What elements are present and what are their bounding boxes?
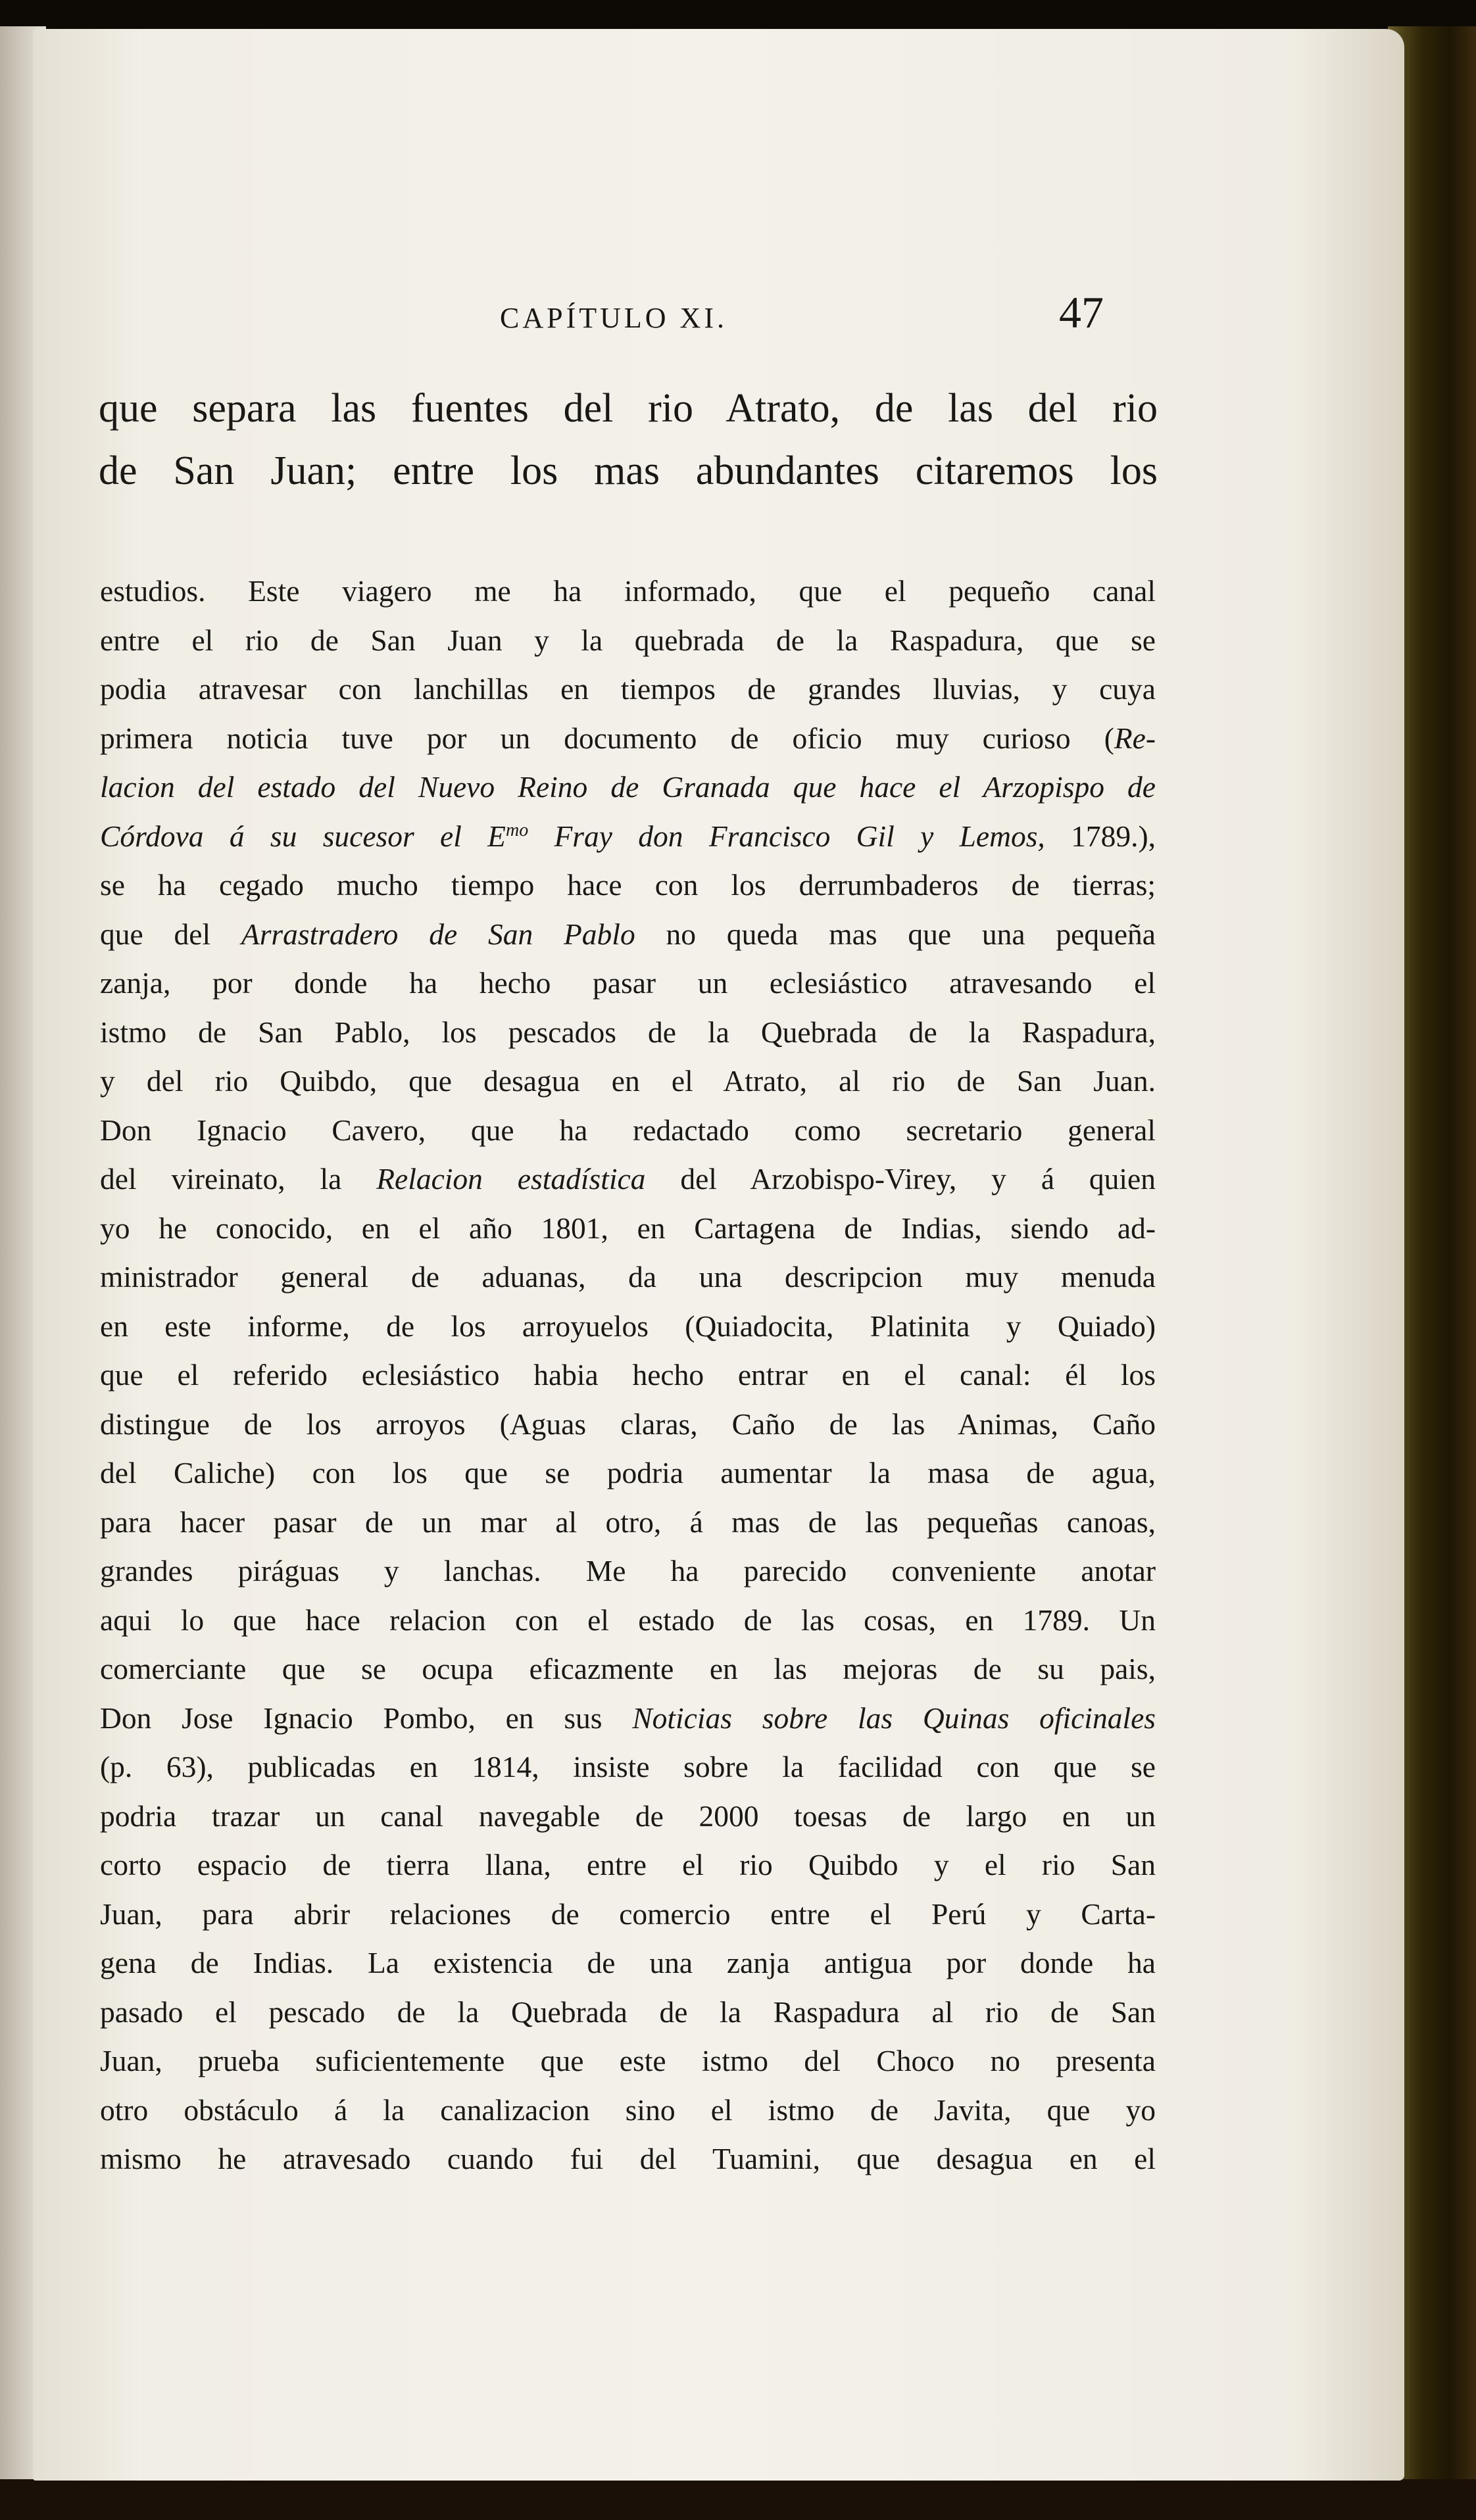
text-line: podia atravesar con lanchillas en tiempos de grandes lluvias, y cuya [100, 672, 1156, 706]
text-line: podria trazar un canal navegable de 2000 toesas de largo en un [100, 1799, 1156, 1833]
italic-title-segment: Re- [1114, 721, 1156, 755]
text-segment: Don Jose Ignacio Pombo, en sus [100, 1701, 633, 1735]
text-line: aqui lo que hace relacion con el estado de las cosas, en 1789. Un [100, 1603, 1156, 1637]
text-line: y del rio Quibdo, que desagua en el Atrato, al rio de San Juan. [100, 1064, 1156, 1098]
superscript: mo [505, 819, 529, 840]
text-line: mismo he atravesado cuando fui del Tuamini, que desagua en el [100, 2142, 1156, 2175]
text-segment: primera noticia tuve por un documento de oficio muy curioso ( [100, 721, 1114, 755]
text-line: istmo de San Pablo, los pescados de la Quebrada de la Raspadura, [100, 1015, 1156, 1049]
text-line: pasado el pescado de la Quebrada de la Raspadura al rio de San [100, 1995, 1156, 2029]
text-line [100, 714, 1156, 763]
text-segment: del Arzobispo-Virey, y á quien [645, 1162, 1156, 1196]
text-line: corto espacio de tierra llana, entre el rio Quibdo y el rio San [100, 1848, 1156, 1881]
italic-title-segment: Noticias sobre las Quinas oficinales [632, 1701, 1156, 1735]
text-line: gena de Indias. La existencia de una zanja antigua por donde ha [100, 1946, 1156, 1979]
text-line: para hacer pasar de un mar al otro, á mas de las pequeñas canoas, [100, 1505, 1156, 1539]
body-paragraph [100, 567, 1156, 2184]
lead-line: de San Juan; entre los mas abundantes citaremos los [99, 448, 1158, 493]
text-line [100, 910, 1156, 959]
italic-title-segment: Arrastradero de San Pablo [241, 917, 635, 951]
italic-title-segment: Relacion estadística [376, 1162, 646, 1196]
text-line: grandes piráguas y lanchas. Me ha parecido conveniente anotar [100, 1554, 1156, 1587]
italic-title-segment: Fray don Francisco Gil y Lemos, [528, 819, 1045, 853]
text-line: lacion del estado del Nuevo Reino de Granada que hace el Arzopispo de [100, 770, 1156, 804]
text-line: del Caliche) con los que se podria aumentar la masa de agua, [100, 1456, 1156, 1490]
text-line: que el referido eclesiástico habia hecho entrar en el canal: él los [100, 1358, 1156, 1392]
page-number: 47 [1059, 287, 1104, 337]
running-title: CAPÍTULO XI. [500, 302, 727, 334]
book-page [33, 29, 1404, 2481]
text-line: (p. 63), publicadas en 1814, insiste sobre la facilidad con que se [100, 1750, 1156, 1783]
text-segment: 1789.), [1045, 819, 1156, 853]
text-line [100, 1694, 1156, 1743]
text-line: se ha cegado mucho tiempo hace con los derrumbaderos de tierras; [100, 868, 1156, 902]
text-line [100, 1155, 1156, 1204]
text-line: yo he conocido, en el año 1801, en Cartagena de Indias, siendo ad- [100, 1211, 1156, 1245]
text-segment: que del [100, 917, 241, 951]
italic-title-segment: Córdova á su sucesor el E [100, 819, 506, 853]
text-segment: del vireinato, la [100, 1162, 377, 1196]
scan-top-edge [0, 0, 1476, 32]
text-line: Juan, para abrir relaciones de comercio entre el Perú y Carta- [100, 1897, 1156, 1931]
text-line: en este informe, de los arroyuelos (Quiadocita, Platinita y Quiado) [100, 1309, 1156, 1343]
text-line [100, 812, 1156, 861]
text-line: zanja, por donde ha hecho pasar un eclesiástico atravesando el [100, 966, 1156, 1000]
text-line: entre el rio de San Juan y la quebrada de la Raspadura, que se [100, 623, 1156, 657]
text-line: comerciante que se ocupa eficazmente en las mejoras de su pais, [100, 1652, 1156, 1685]
text-line: Juan, prueba suficientemente que este istmo del Choco no presenta [100, 2044, 1156, 2077]
lead-line: que separa las fuentes del rio Atrato, de las del rio [99, 386, 1158, 431]
text-line: ministrador general de aduanas, da una descripcion muy menuda [100, 1260, 1156, 1294]
text-segment: no queda mas que una pequeña [635, 917, 1156, 951]
text-line: estudios. Este viagero me ha informado, que el pequeño canal [100, 574, 1156, 608]
text-line: Don Ignacio Cavero, que ha redactado como secretario general [100, 1113, 1156, 1147]
lead-paragraph [99, 377, 1158, 502]
text-line: distingue de los arroyos (Aguas claras, Caño de las Animas, Caño [100, 1407, 1156, 1441]
text-line: otro obstáculo á la canalizacion sino el istmo de Javita, que yo [100, 2093, 1156, 2127]
scan-bottom-edge [0, 2479, 1476, 2520]
